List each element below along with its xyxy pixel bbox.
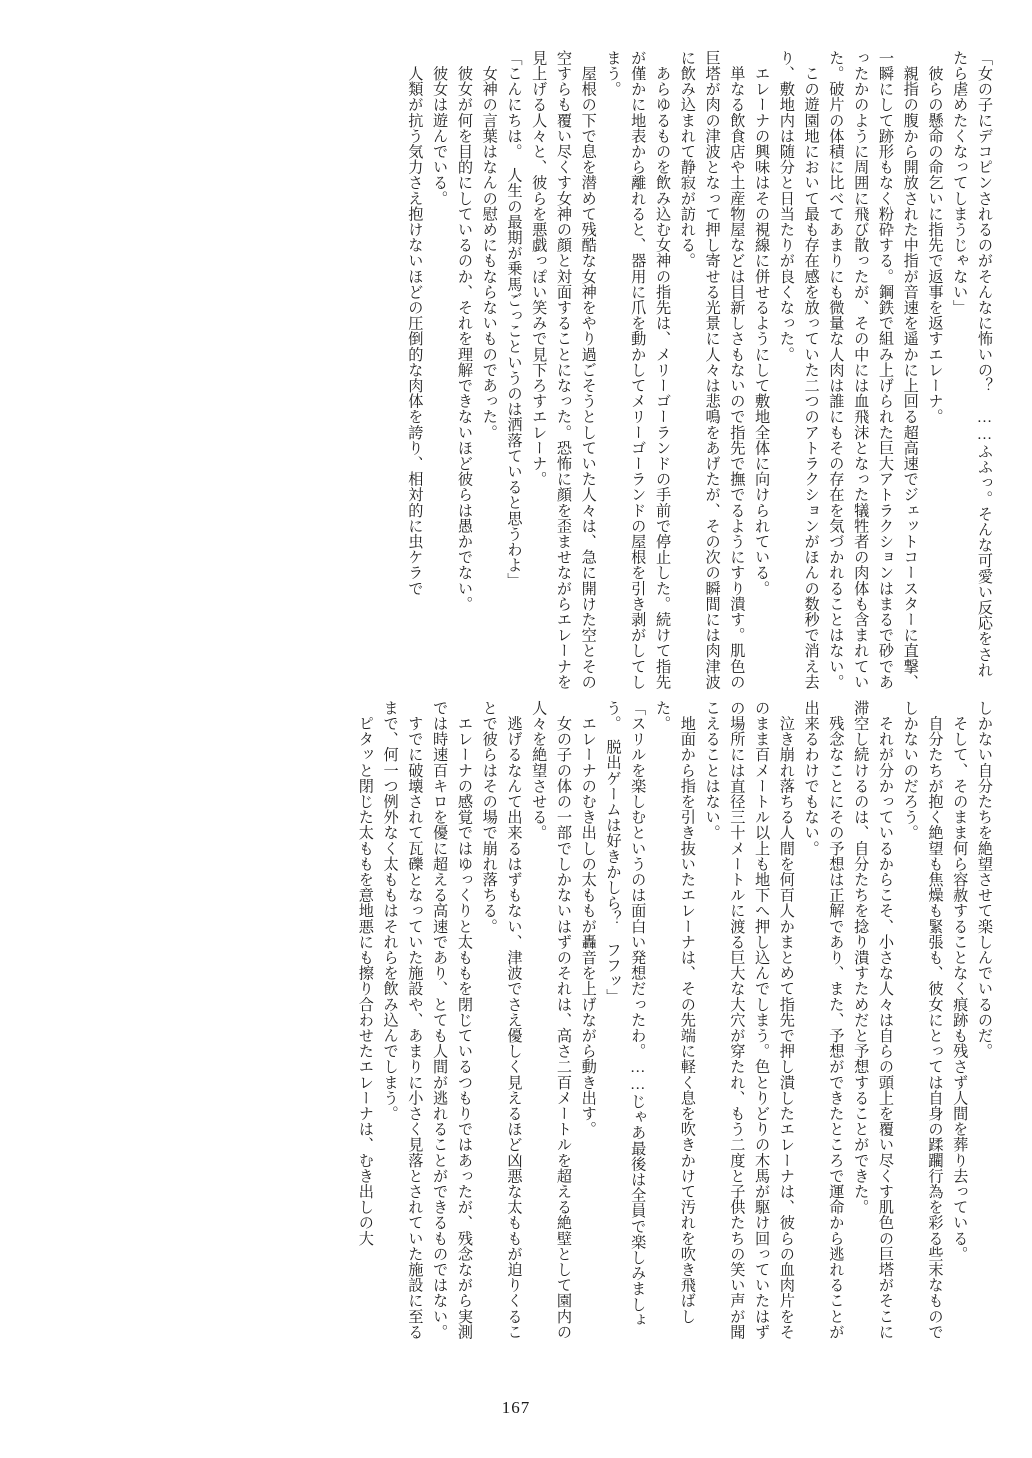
paragraph: 「女の子にデコピンされるのがそんなに怖いの？ ……ふふっ。そんな可愛い反応をされたら虐めたくなってしまうじゃない」 — [951, 50, 993, 678]
paragraph: ピタッと閉じた太ももを意地悪にも擦り合わせたエレーナは、むき出しの大 — [356, 700, 374, 1246]
paragraph: 女神の言葉はなんの慰めにもならないものであった。 — [480, 50, 498, 440]
paragraph: 人類が抗う気力さえ抱けないほどの圧倒的な肉体を誇り、相対的に虫ケラで — [406, 50, 424, 596]
paragraph: 彼女が何を目的にしているのか、それを理解できないほど彼らは愚かでない。 — [455, 50, 473, 612]
paragraph: 逃げるなんて出来るはずもない、津波でさえ優しく見えるほど凶悪な太ももが迫りくることで彼らはその場で崩れ落ちる。 — [480, 700, 523, 1340]
paragraph: あらゆるものを飲み込む女神の指先は、メリーゴーランドの手前で停止した。続けて指先が僅かに地表から離れると、器用に爪を動かしてメリーゴーランドの屋根を引き剥がしてしまう。 — [604, 50, 672, 690]
paragraph: 地面から指を引き抜いたエレーナは、その先端に軽く息を吹きかけて汚れを吹き飛ばした。 — [654, 700, 696, 1324]
paragraph: そして、そのまま何ら容赦することなく痕跡も残さず人間を葬り去っている。 — [951, 700, 969, 1262]
paragraph: 親指の腹から開放された中指が音速を遥かに上回る超高速でジェットコースターに直撃、一瞬にして跡形もなく粉砕する。鋼鉄で組み上げられた巨大アトラクションはまるで砂であったかのように周囲に飛び散ったが、その中には血飛沫となった犠牲者の肉体も含まれていた。破片の体積に比べてあまりにも微量な人肉は誰にもその存在を気づかれることはない。 — [827, 50, 919, 690]
paragraph: 屋根の下で息を潜めて残酷な女神をやり過ごそうとしていた人々は、急に開けた空とその空すらも覆い尽くす女神の顔と対面することになった。恐怖に顔を歪ませながらエレーナを見上げる人々と、彼らを悪戯っぽい笑みで見下ろすエレーナ。 — [530, 50, 597, 690]
paragraph: この遊園地において最も存在感を放っていた二つのアトラクションがほんの数秒で消え去り、敷地内は随分と日当たりが良くなった。 — [777, 50, 820, 690]
paragraph: 単なる飲食店や土産物屋などは目新しさもないので指先で撫でるようにすり潰す。肌色の巨塔が肉の津波となって押し寄せる光景に人々は悲鳴をあげたが、その次の瞬間には肉津波に飲み込まれて静寂が訪れる。 — [678, 50, 746, 690]
paragraph: 彼らの懸命の命乞いに指先で返事を返すエレーナ。 — [926, 50, 944, 425]
paragraph: エレーナの感覚ではゆっくりと太ももを閉じているつもりではあったが、残念ながら実測では時速百キロを優に超える高速であり、とても人間が逃れることができるものではない。 — [431, 700, 473, 1340]
paragraph: 泣き崩れ落ちる人間を何百人かまとめて指先で押し潰したエレーナは、彼らの血肉片をそのまま百メートル以上も地下へ押し込んでしまう。色とりどりの木馬が駆け回っていたはずの場所には直径三十メートルに渡る巨大な大穴が穿たれ、もう二度と子供たちの笑い声が聞こえることはない。 — [703, 700, 795, 1340]
vertical-text-lower — [206, 700, 996, 1340]
paragraph: 女の子の体の一部でしかないはずのそれは、高さ二百メートルを超える絶壁として園内の人々を絶望させる。 — [530, 700, 572, 1340]
paragraph: すでに破壊されて瓦礫となっていた施設や、あまりに小さく見落とされていた施設に至るまで、何一つ例外なく太ももはそれらを飲み込んでしまう。 — [381, 700, 424, 1340]
paragraph: 自分たちが抱く絶望も焦燥も緊張も、彼女にとっては自身の蹂躙行為を彩る些末なものでしかないのだろう。 — [901, 700, 944, 1340]
paragraph: それが分かっているからこそ、小さな人々は自らの頭上を覆い尽くす肌色の巨塔がそこに滞空し続けるのは、自分たちを捻り潰すためだと予想することができた。 — [852, 700, 894, 1340]
text-block-upper — [216, 50, 996, 690]
paragraph: しかない自分たちを絶望させて楽しんでいるのだ。 — [976, 700, 993, 1059]
paragraph: 残念なことにその予想は正解であり、また、予想ができたところで運命から逃れることが出来るわけでもない。 — [802, 700, 845, 1340]
paragraph: 彼女は遊んでいる。 — [431, 50, 449, 206]
vertical-text-upper — [216, 50, 996, 690]
paragraph: エレーナのむき出しの太ももが轟音を上げながら動き出す。 — [579, 700, 597, 1137]
paragraph: 「こんにちは。 人生の最期が乗馬ごっこというのは洒落ていると思うわよ」 — [505, 50, 523, 589]
page-number: 167 — [501, 1398, 531, 1417]
paragraph: 「スリルを楽しむというのは面白い発想だったわ。……じゃあ最後は全員で楽しみましょう。 脱出ゲームは好きかしら？ フフッ」 — [604, 700, 647, 1328]
paragraph: エレーナの興味はその視線に併せるようにして敷地全体に向けられている。 — [753, 50, 771, 596]
text-block-lower — [206, 700, 996, 1340]
